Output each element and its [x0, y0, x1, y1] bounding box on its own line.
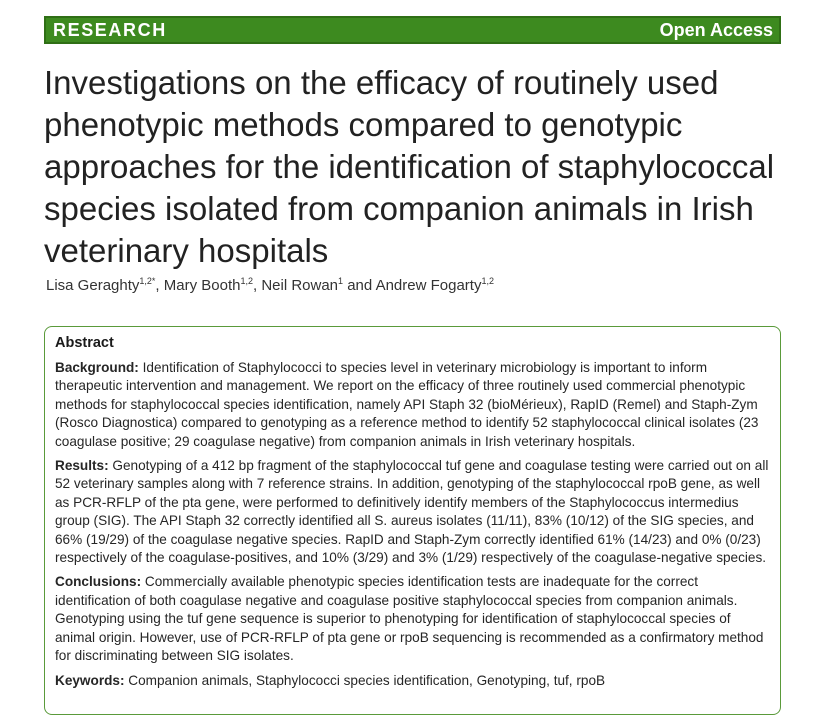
results-text: Genotyping of a 412 bp fragment of the staphylococcal tuf gene and coagulase testing were carried out on all 52 veterinary samples along with 7 reference strains. In addition, genotyping of the staphylococcal rpoB gene, as well as PCR-RFLP of the pta gene, were performed to definitively identify members of the Staphylococcus intermedius group (SIG). The API Staph 32 correctly identified all S. aureus isolates (11/11), 83% (10/12) of the SIG species, and 66% (19/29) of the coagulase negative species. RapID and Staph-Zym correctly identified 61% (14/23) and 0% (0/23) respectively of the coagulase-positives, and 10% (3/29) and 3% (1/29) respectively of the coagulase-negative species.: [55, 458, 769, 566]
research-label: RESEARCH: [53, 19, 167, 40]
author-affiliation: 1: [338, 276, 344, 286]
author-separator: ,: [252, 277, 262, 294]
abstract-heading: Abstract: [55, 335, 114, 351]
author-affiliation: 1,2*: [139, 276, 156, 286]
author-name[interactable]: Andrew Fogarty: [375, 277, 482, 294]
abstract-background: [55, 359, 770, 451]
abstract-conclusions: [55, 573, 770, 665]
author-name[interactable]: Neil Rowan: [261, 277, 339, 294]
author-affiliation: 1,2: [240, 276, 253, 286]
keywords-text: Companion animals, Staphylococci species identification, Genotyping, tuf, rpoB: [124, 672, 606, 688]
paper-title: Investigations on the efficacy of routinely used phenotypic methods compared to genotypic approaches for the identification of staphylococcal species isolated from companion animals in Irish veterinary hospitals: [44, 64, 775, 269]
header-bar: [44, 16, 781, 44]
abstract-box: [44, 326, 781, 715]
author-separator: and: [343, 277, 376, 294]
open-access-label[interactable]: Open Access: [659, 19, 773, 40]
background-label: Background:: [55, 360, 139, 375]
conclusions-text: Commercially available phenotypic species identification tests are inadequate for the correct identification of both coagulase negative and coagulase positive staphylococcal species from companion animals. Genotyping using the tuf gene sequence is superior to phenotyping for identification of staphylococcal species of animal origin. However, use of PCR-RFLP of pta gene or rpoB sequencing is recommended as a confirmatory method for discriminating between SIG isolates.: [55, 574, 764, 664]
author-name[interactable]: Mary Booth: [163, 277, 241, 294]
background-text: Identification of Staphylococci to species level in veterinary microbiology is important to inform therapeutic intervention and management. We report on the efficacy of three routinely used commercial phenotypic methods for staphylococcal species identification, namely API Staph 32 (bioMérieux), RapID (Remel) and Staph-Zym (Rosco Diagnostica) compared to genotyping as a reference method to identify 52 staphylococcal clinical isolates (23 coagulase positive; 29 coagulase negative) from companion animals in Irish veterinary hospitals.: [55, 360, 759, 449]
author-list: [46, 276, 786, 294]
conclusions-label: Conclusions:: [55, 574, 142, 590]
abstract-keywords: [55, 672, 770, 690]
keywords-label: Keywords:: [55, 672, 125, 688]
author-separator: ,: [155, 277, 164, 294]
author-affiliation: 1,2: [481, 276, 494, 286]
abstract-results: [55, 457, 770, 567]
author-name[interactable]: Lisa Geraghty: [46, 277, 140, 294]
results-label: Results:: [55, 458, 109, 474]
